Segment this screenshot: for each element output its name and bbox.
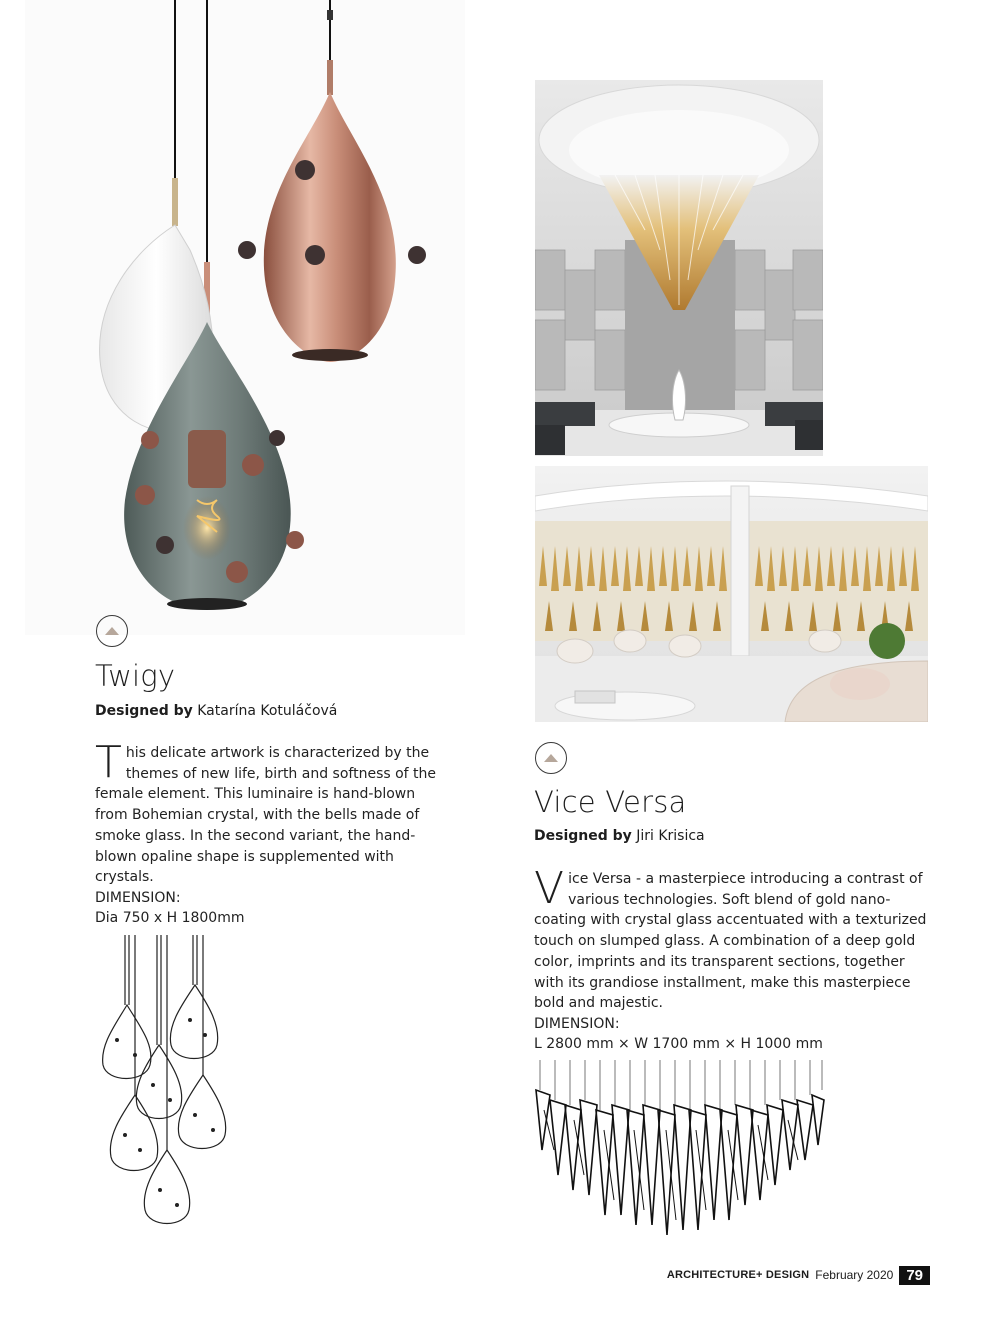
twigy-designer-line <box>95 702 337 720</box>
twigy-designed-by-label: Designed by <box>95 703 193 719</box>
twigy-description <box>95 737 440 888</box>
twigy-dimension-label: DIMENSION: <box>95 890 181 906</box>
footer-issue-date: February 2020 <box>815 1268 894 1282</box>
twigy-title: Twigy <box>95 659 176 693</box>
twigy-dimension-value: Dia 750 x H 1800mm <box>95 910 245 926</box>
vice-versa-description <box>534 863 934 1014</box>
vice-versa-line-drawing <box>530 1060 830 1240</box>
vice-versa-dimension-value: L 2800 mm × W 1700 mm × H 1000 mm <box>534 1036 823 1052</box>
vice-versa-dimension-label: DIMENSION: <box>534 1016 620 1032</box>
twigy-designer-name: Katarína Kotuláčová <box>197 703 338 719</box>
vice-versa-description-text: ice Versa - a masterpiece introducing a contrast of various technologies. Soft blend of gold nano-coating with crystal glass accentuated with a texturized touch on slumped glass. A combination of a deep gold color, imprints and its transparent sections, together with its grandiose installment, make this masterpiece bold and majestic. <box>534 871 927 1012</box>
vice-versa-lobby-photo <box>535 80 823 456</box>
footer-page-number: 79 <box>899 1266 930 1285</box>
twigy-line-drawing <box>95 935 235 1235</box>
page-footer <box>667 1265 930 1285</box>
twigy-dropcap: T <box>95 737 122 788</box>
vice-versa-designed-by-label: Designed by <box>534 828 632 844</box>
vice-versa-lounge-photo <box>535 466 928 722</box>
twigy-section-icon <box>96 615 128 647</box>
vice-versa-designer-line <box>534 827 705 845</box>
vice-versa-designer-name: Jiri Krisica <box>636 828 705 844</box>
vice-versa-dropcap: V <box>534 863 565 914</box>
twigy-pendant-photo <box>25 0 465 635</box>
vice-versa-section-icon <box>535 742 567 774</box>
footer-magazine-name: ARCHITECTURE+ DESIGN <box>666 1269 810 1281</box>
vice-versa-title: Vice Versa <box>534 785 687 819</box>
twigy-description-text: his delicate artwork is characterized by the themes of new life, birth and softness of the female element. This luminaire is hand-blown from Bohemian crystal, with the bells made of smoke glass. In the second variant, the hand-blown opaline shape is supplemented with crystals. <box>95 745 437 886</box>
